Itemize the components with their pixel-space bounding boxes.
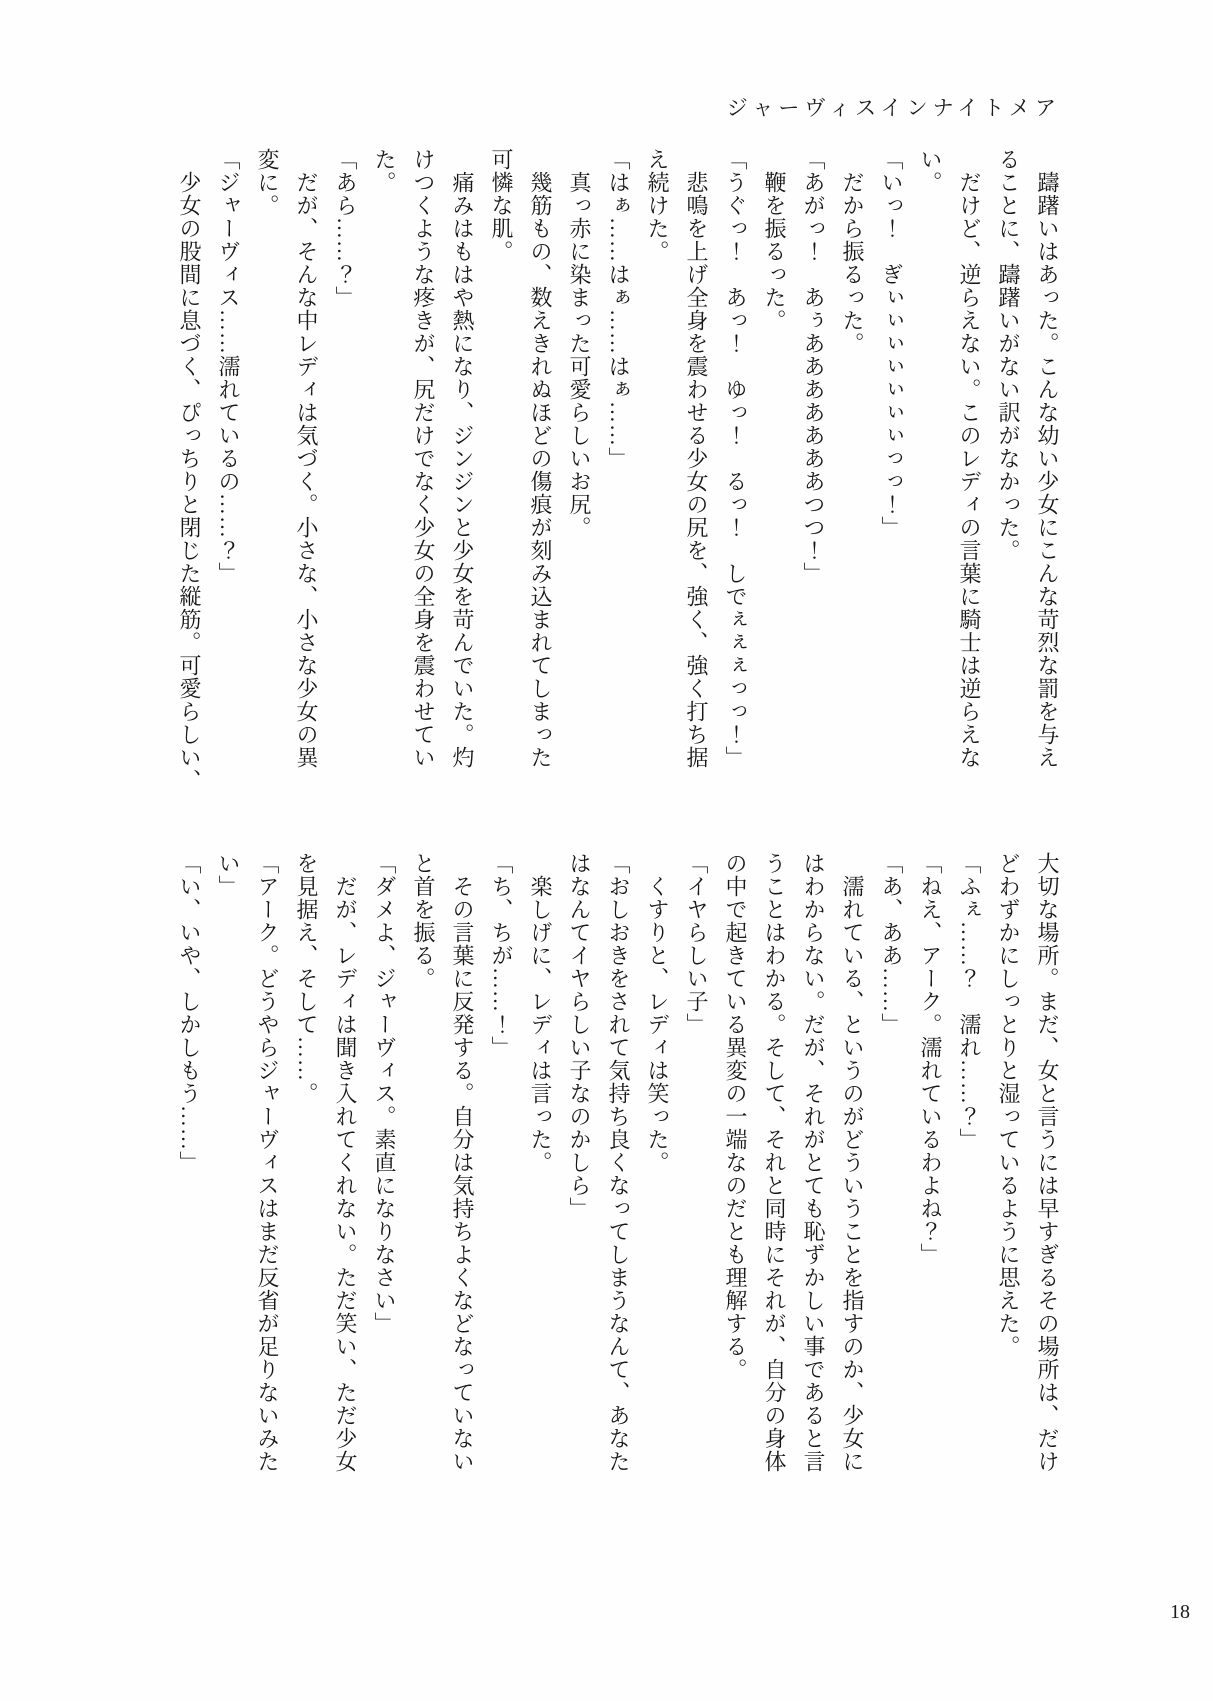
text-line: 「はぁ……はぁ……はぁ……」 bbox=[606, 148, 631, 470]
text-line: 濡れている、というのがどういうことを指すのか、少女に bbox=[840, 852, 865, 1473]
text-line: くすりと、レディは笑った。 bbox=[645, 852, 670, 1174]
text-line: 真っ赤に染まった可愛らしいお尻。 bbox=[567, 148, 592, 539]
text-line: 変に。 bbox=[255, 148, 280, 217]
text-line: 可憐な肌。 bbox=[489, 148, 514, 263]
text-line: 「あがっ！ あぅあああああああつつ！」 bbox=[801, 148, 826, 585]
text-line: と首を振る。 bbox=[411, 852, 436, 990]
text-line: を見据え、そして……。 bbox=[294, 852, 319, 1105]
text-line: けつくような疼きが、尻だけでなく少女の全身を震わせてい bbox=[411, 148, 436, 769]
text-block-upper bbox=[170, 148, 1067, 792]
text-line: 躊躇いはあった。こんな幼い少女にこんな苛烈な罰を与え bbox=[1035, 148, 1060, 769]
text-line: 「ジャーヴィス……濡れているの……？」 bbox=[216, 148, 241, 585]
text-line: だけど、逆らえない。このレディの言葉に騎士は逆らえな bbox=[957, 148, 982, 769]
text-line: 「あ、ああ……」 bbox=[879, 852, 904, 1036]
text-line: だが、そんな中レディは気づく。小さな、小さな少女の異 bbox=[294, 148, 319, 769]
text-line: 「ダメよ、ジャーヴィス。素直になりなさい」 bbox=[372, 852, 397, 1335]
text-line: い。 bbox=[918, 148, 943, 194]
text-line: 幾筋もの、数えきれぬほどの傷痕が刻み込まれてしまった bbox=[528, 148, 553, 769]
text-line: の中で起きている異変の一端なのだとも理解する。 bbox=[723, 852, 748, 1381]
running-head-title: ジャーヴィスインナイトメア bbox=[726, 96, 1061, 120]
text-line: 悲鳴を上げ全身を震わせる少女の尻を、強く、強く打ち据 bbox=[684, 148, 709, 769]
text-line: 「アーク。どうやらジャーヴィスはまだ反省が足りないみた bbox=[255, 852, 280, 1473]
text-line: 「おしおきをされて気持ち良くなってしまうなんて、あなた bbox=[606, 852, 631, 1473]
text-line: その言葉に反発する。自分は気持ちよくなどなっていない bbox=[450, 852, 475, 1473]
text-line: 「ふぇ……？ 濡れ……？」 bbox=[957, 852, 982, 1151]
text-line: た。 bbox=[372, 148, 397, 194]
text-line: うことはわかる。そして、それと同時にそれが、自分の身体 bbox=[762, 852, 787, 1473]
text-line: どわずかにしっとりと湿っているように思えた。 bbox=[996, 852, 1021, 1358]
text-line: 楽しげに、レディは言った。 bbox=[528, 852, 553, 1174]
text-line: 「ねえ、アーク。濡れているわよね？」 bbox=[918, 852, 943, 1266]
text-line: ることに、躊躇いがない訳がなかった。 bbox=[996, 148, 1021, 562]
text-line: だから振るった。 bbox=[840, 148, 865, 355]
text-line: 「いっ！ ぎぃぃぃぃぃぃぃっっ！」 bbox=[879, 148, 904, 539]
text-line: 少女の股間に息づく、ぴっちりと閉じた縦筋。可愛らしい、 bbox=[177, 148, 202, 792]
text-line: 大切な場所。まだ、女と言うには早すぎるその場所は、だけ bbox=[1035, 852, 1060, 1473]
text-line: はわからない。だが、それがとても恥ずかしい事であると言 bbox=[801, 852, 826, 1473]
text-line: 鞭を振るった。 bbox=[762, 148, 787, 332]
text-line: 「あら……？」 bbox=[333, 148, 358, 309]
text-line: 「ち、ちが……！」 bbox=[489, 852, 514, 1059]
text-line: はなんてイヤらしい子なのかしら」 bbox=[567, 852, 592, 1220]
text-line: 「イヤらしい子」 bbox=[684, 852, 709, 1036]
page-number: 18 bbox=[1170, 1601, 1190, 1623]
text-line: 「うぐっ！ あっ！ ゆっ！ るっ！ しでぇぇぇっっ！」 bbox=[723, 148, 748, 769]
text-line: だが、レディは聞き入れてくれない。ただ笑い、ただ少女 bbox=[333, 852, 358, 1473]
text-line: え続けた。 bbox=[645, 148, 670, 263]
text-block-lower bbox=[170, 852, 1067, 1476]
text-line: 痛みはもはや熱になり、ジンジンと少女を苛んでいた。灼 bbox=[450, 148, 475, 769]
text-line: い」 bbox=[216, 852, 241, 898]
text-line: 「い、いや、しかしもう……」 bbox=[177, 852, 202, 1174]
